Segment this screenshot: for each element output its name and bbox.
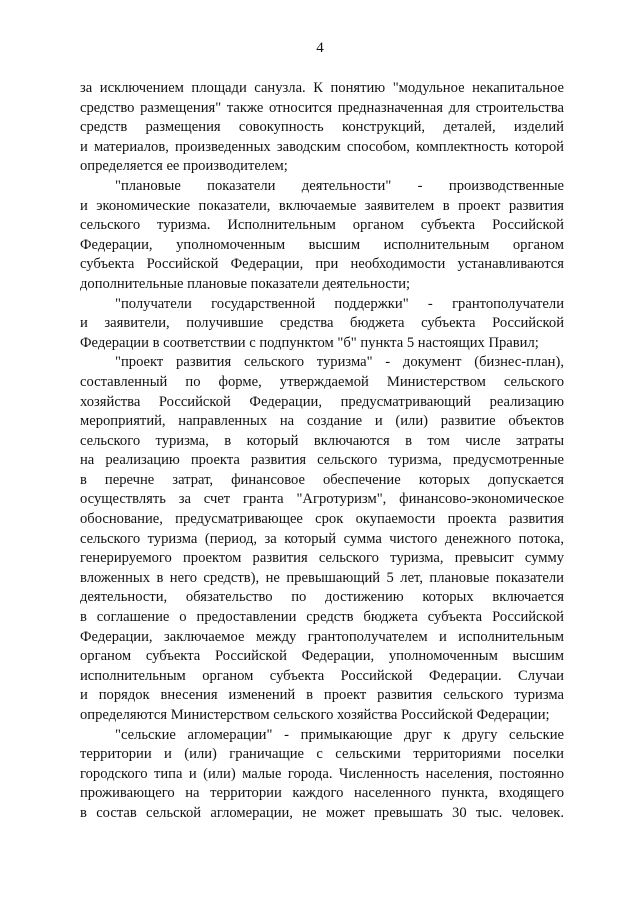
text-line: генерируемого проектом развития сельского туризма, превысит сумму bbox=[80, 550, 564, 567]
text-line: территории и (или) граничащие с сельскими территориями поселки bbox=[80, 746, 564, 763]
text-line: осуществлять за счет гранта "Агротуризм", финансово-экономическое bbox=[80, 491, 564, 508]
text-line: и экономические показатели, включаемые заявителем в проект развития bbox=[80, 197, 564, 214]
text-line: и материалов, произведенных заводским способом, комплектность которой bbox=[80, 138, 564, 155]
page-number: 4 bbox=[316, 40, 324, 56]
text-line: мероприятий, направленных на создание и (или) развитие объектов bbox=[80, 413, 564, 430]
document-body bbox=[80, 79, 564, 824]
text-line: хозяйства Российской Федерации, предусматривающий реализацию bbox=[80, 393, 564, 410]
text-line: "проект развития сельского туризма" - документ (бизнес-план), bbox=[115, 354, 564, 371]
text-line: в перечне затрат, финансовое обеспечение которых допускается bbox=[80, 471, 564, 488]
text-line: в соглашение о предоставлении средств бюджета субъекта Российской bbox=[80, 609, 564, 626]
text-line: "плановые показатели деятельности" - производственные bbox=[115, 177, 564, 194]
text-line: обоснование, предусматривающее срок окупаемости проекта развития bbox=[80, 511, 564, 528]
text-line: Федерации в соответствии с подпунктом "б" пункта 5 настоящих Правил; bbox=[80, 334, 539, 351]
text-line: деятельности, обязательство по достижению которых включается bbox=[80, 589, 564, 606]
text-line: сельского туризма (период, за который сумма чистого денежного потока, bbox=[80, 530, 564, 547]
text-line: сельского туризма. Исполнительным органом субъекта Российской bbox=[80, 217, 564, 234]
text-line: городского типа и (или) малые города. Численность населения, постоянно bbox=[80, 765, 564, 782]
text-line: сельского туризма, в который включаются в том числе затраты bbox=[80, 432, 564, 449]
text-line: и заявители, получившие средства бюджета субъекта Российской bbox=[80, 315, 564, 332]
text-line: вложенных в него средств), не превышающий 5 лет, плановые показатели bbox=[80, 569, 564, 586]
text-line: Федерации, заключаемое между грантополучателем и исполнительным bbox=[80, 628, 564, 645]
text-line: "сельские агломерации" - примыкающие друг к другу сельские bbox=[115, 726, 564, 743]
text-line: проживающего на территории каждого населенного пункта, входящего bbox=[80, 785, 564, 802]
text-line: средство размещения" также относится предназначенная для строительства bbox=[80, 99, 564, 116]
text-line: за исключением площади санузла. К понятию "модульное некапитальное bbox=[80, 80, 564, 96]
text-line: субъекта Российской Федерации, при необходимости устанавливаются bbox=[80, 256, 564, 273]
text-line: исполнительным органом субъекта Российской Федерации. Случаи bbox=[80, 667, 564, 684]
text-line: дополнительные плановые показатели деятельности; bbox=[80, 275, 411, 292]
text-line: определяются Министерством сельского хозяйства Российской Федерации; bbox=[80, 707, 550, 723]
text-line: "получатели государственной поддержки" - грантополучатели bbox=[115, 295, 564, 312]
text-line: Федерации, уполномоченным высшим исполнительным органом bbox=[80, 236, 564, 253]
text-line: и порядок внесения изменений в проект развития сельского туризма bbox=[80, 687, 564, 704]
text-line: средств размещения совокупность конструкций, деталей, изделий bbox=[80, 119, 564, 136]
text-line: в состав сельской агломерации, не может превышать 30 тыс. человек. bbox=[80, 804, 564, 821]
text-line: на реализацию проекта развития сельского туризма, предусмотренные bbox=[80, 452, 564, 469]
text-line: органом субъекта Российской Федерации, уполномоченным высшим bbox=[80, 648, 564, 665]
text-line: составленный по форме, утверждаемой Министерством сельского bbox=[80, 373, 564, 390]
text-line: определяется ее производителем; bbox=[80, 158, 288, 175]
